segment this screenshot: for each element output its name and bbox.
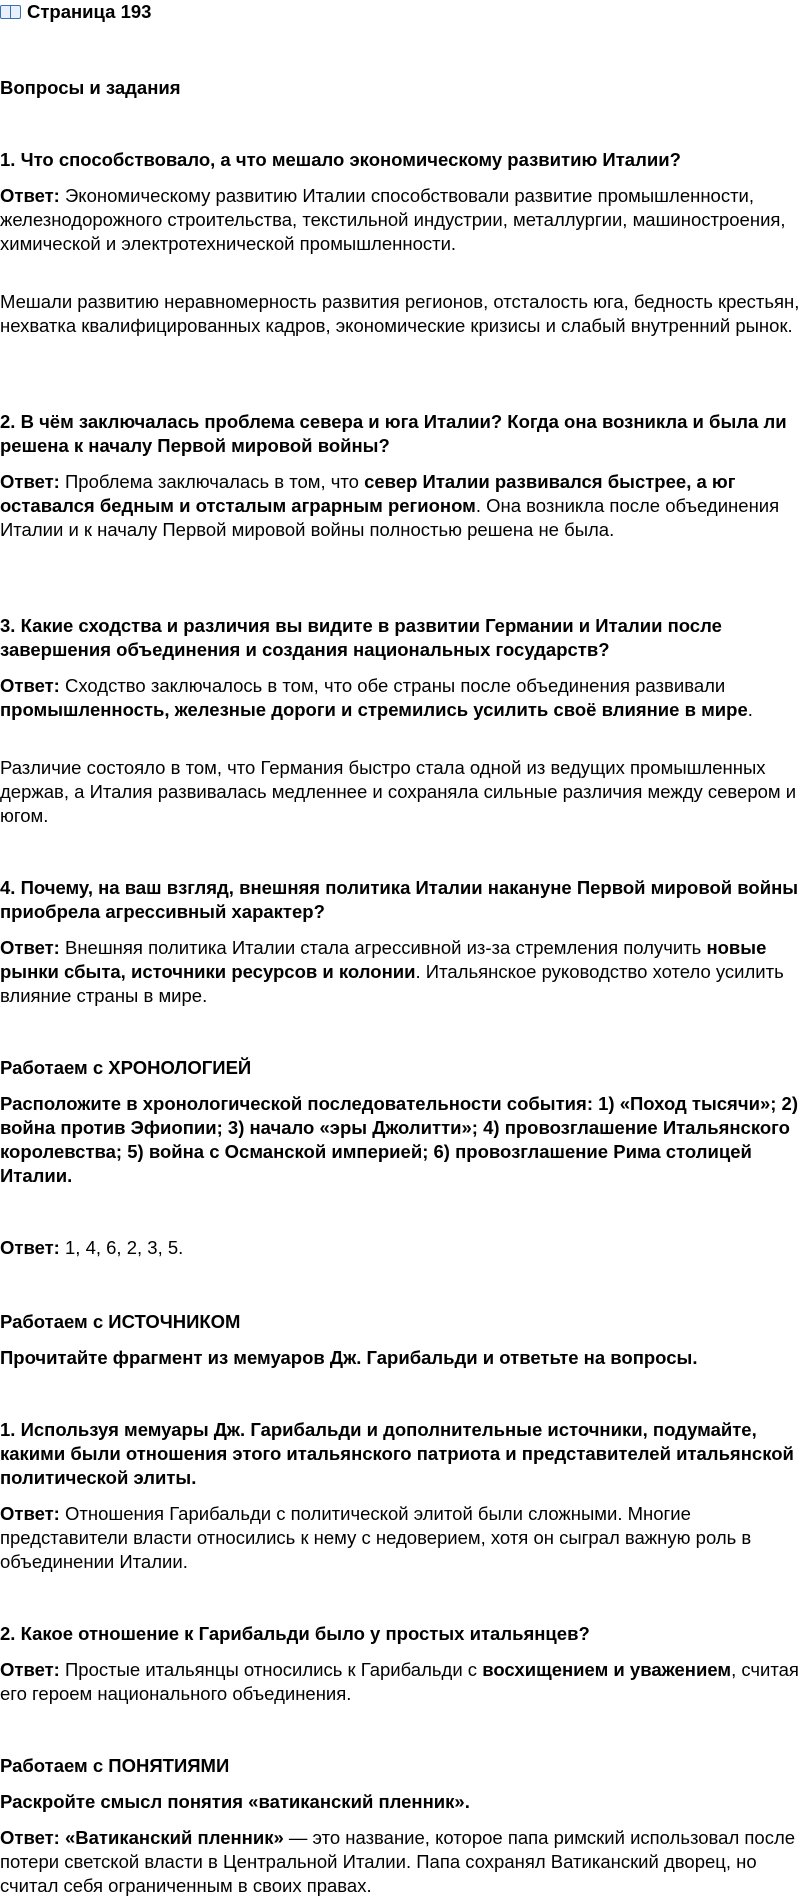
answer-label: Ответ: bbox=[0, 471, 60, 492]
question-1: 1. Что способствовало, а что мешало экономическому развитию Италии? bbox=[0, 149, 681, 170]
answer-label: Ответ: bbox=[0, 1827, 60, 1848]
source-answer-2: Ответ: Простые итальянцы относились к Гарибальди с восхищением и уважением, считая его героем национального объединения. bbox=[0, 1659, 799, 1704]
section-heading-questions: Вопросы и задания bbox=[0, 77, 181, 98]
source-question-2: 2. Какое отношение к Гарибальди было у простых итальянцев? bbox=[0, 1623, 590, 1644]
source-question-1: 1. Используя мемуары Дж. Гарибальди и дополнительные источники, подумайте, какими были отношения этого итальянского патриота и представителей итальянской политической элиты. bbox=[0, 1419, 794, 1488]
answer-label: Ответ: bbox=[0, 937, 60, 958]
answer-1-continued: Мешали развитию неравномерность развития регионов, отсталость юга, бедность крестьян, нехватка квалифицированных кадров, экономические кризисы и слабый внутренний рынок. bbox=[0, 291, 800, 336]
answer-4: Ответ: Внешняя политика Италии стала агрессивной из-за стремления получить новые рынки сбыта, источники ресурсов и колонии. Итальянское руководство хотело усилить влияние страны в мире. bbox=[0, 937, 784, 1006]
section-heading-source: Работаем с ИСТОЧНИКОМ bbox=[0, 1311, 241, 1332]
chronology-answer: Ответ: 1, 4, 6, 2, 3, 5. bbox=[0, 1237, 184, 1258]
source-answer-1: Ответ: Отношения Гарибальди с политической элитой были сложными. Многие представители власти относились к нему с недоверием, хотя он сыграл важную роль в объединении Италии. bbox=[0, 1503, 752, 1572]
concepts-task: Раскройте смысл понятия «ватиканский пленник». bbox=[0, 1791, 470, 1812]
page-title: Страница 193 bbox=[27, 1, 152, 22]
question-3: 3. Какие сходства и различия вы видите в развитии Германии и Италии после завершения объединения и создания национальных государств? bbox=[0, 615, 722, 660]
concept-term: «Ватиканский пленник» bbox=[59, 1827, 284, 1848]
chronology-task: Расположите в хронологической последовательности события: 1) «Поход тысячи»; 2) война против Эфиопии; 3) начало «эры Джолитти»; 4) провозглашение Итальянского королевства; 5) война с Османской империей; 6) провозглашение Рима столицей Италии. bbox=[0, 1093, 799, 1186]
answer-3-continued: Различие состояло в том, что Германия быстро стала одной из ведущих промышленных держав, а Италия развивалась медленнее и сохраняла сильные различия между севером и югом. bbox=[0, 757, 797, 826]
source-task: Прочитайте фрагмент из мемуаров Дж. Гарибальди и ответьте на вопросы. bbox=[0, 1347, 698, 1368]
concepts-answer: Ответ: «Ватиканский пленник» — это название, которое папа римский использовал после потери светской власти в Центральной Италии. Папа сохранял Ватиканский дворец, но считал себя ограниченным в своих правах. bbox=[0, 1827, 796, 1896]
answer-2: Ответ: Проблема заключалась в том, что север Италии развивался быстрее, а юг оставался бедным и отсталым аграрным регионом. Она возникла после объединения Италии и к началу Первой мировой войны полностью решена не была. bbox=[0, 471, 780, 540]
answer-label: Ответ: bbox=[0, 675, 60, 696]
open-book-icon bbox=[0, 4, 21, 19]
question-4: 4. Почему, на ваш взгляд, внешняя политика Италии накануне Первой мировой войны приобрела агрессивный характер? bbox=[0, 877, 799, 922]
answer-3: Ответ: Сходство заключалось в том, что обе страны после объединения развивали промышленность, железные дороги и стремились усилить своё влияние в мире. bbox=[0, 675, 753, 720]
section-heading-concepts: Работаем с ПОНЯТИЯМИ bbox=[0, 1755, 230, 1776]
answer-label: Ответ: bbox=[0, 1237, 60, 1258]
section-heading-chronology: Работаем с ХРОНОЛОГИЕЙ bbox=[0, 1057, 252, 1078]
page-header bbox=[0, 0, 800, 24]
question-2: 2. В чём заключалась проблема севера и юга Италии? Когда она возникла и была ли решена к началу Первой мировой войны? bbox=[0, 411, 787, 456]
answer-1: Ответ: Экономическому развитию Италии способствовали развитие промышленности, железнодорожного строительства, текстильной индустрии, металлургии, машиностроения, химической и электротехнической промышленности. bbox=[0, 185, 786, 254]
answer-label: Ответ: bbox=[0, 1659, 60, 1680]
answer-label: Ответ: bbox=[0, 185, 60, 206]
answer-label: Ответ: bbox=[0, 1503, 60, 1524]
